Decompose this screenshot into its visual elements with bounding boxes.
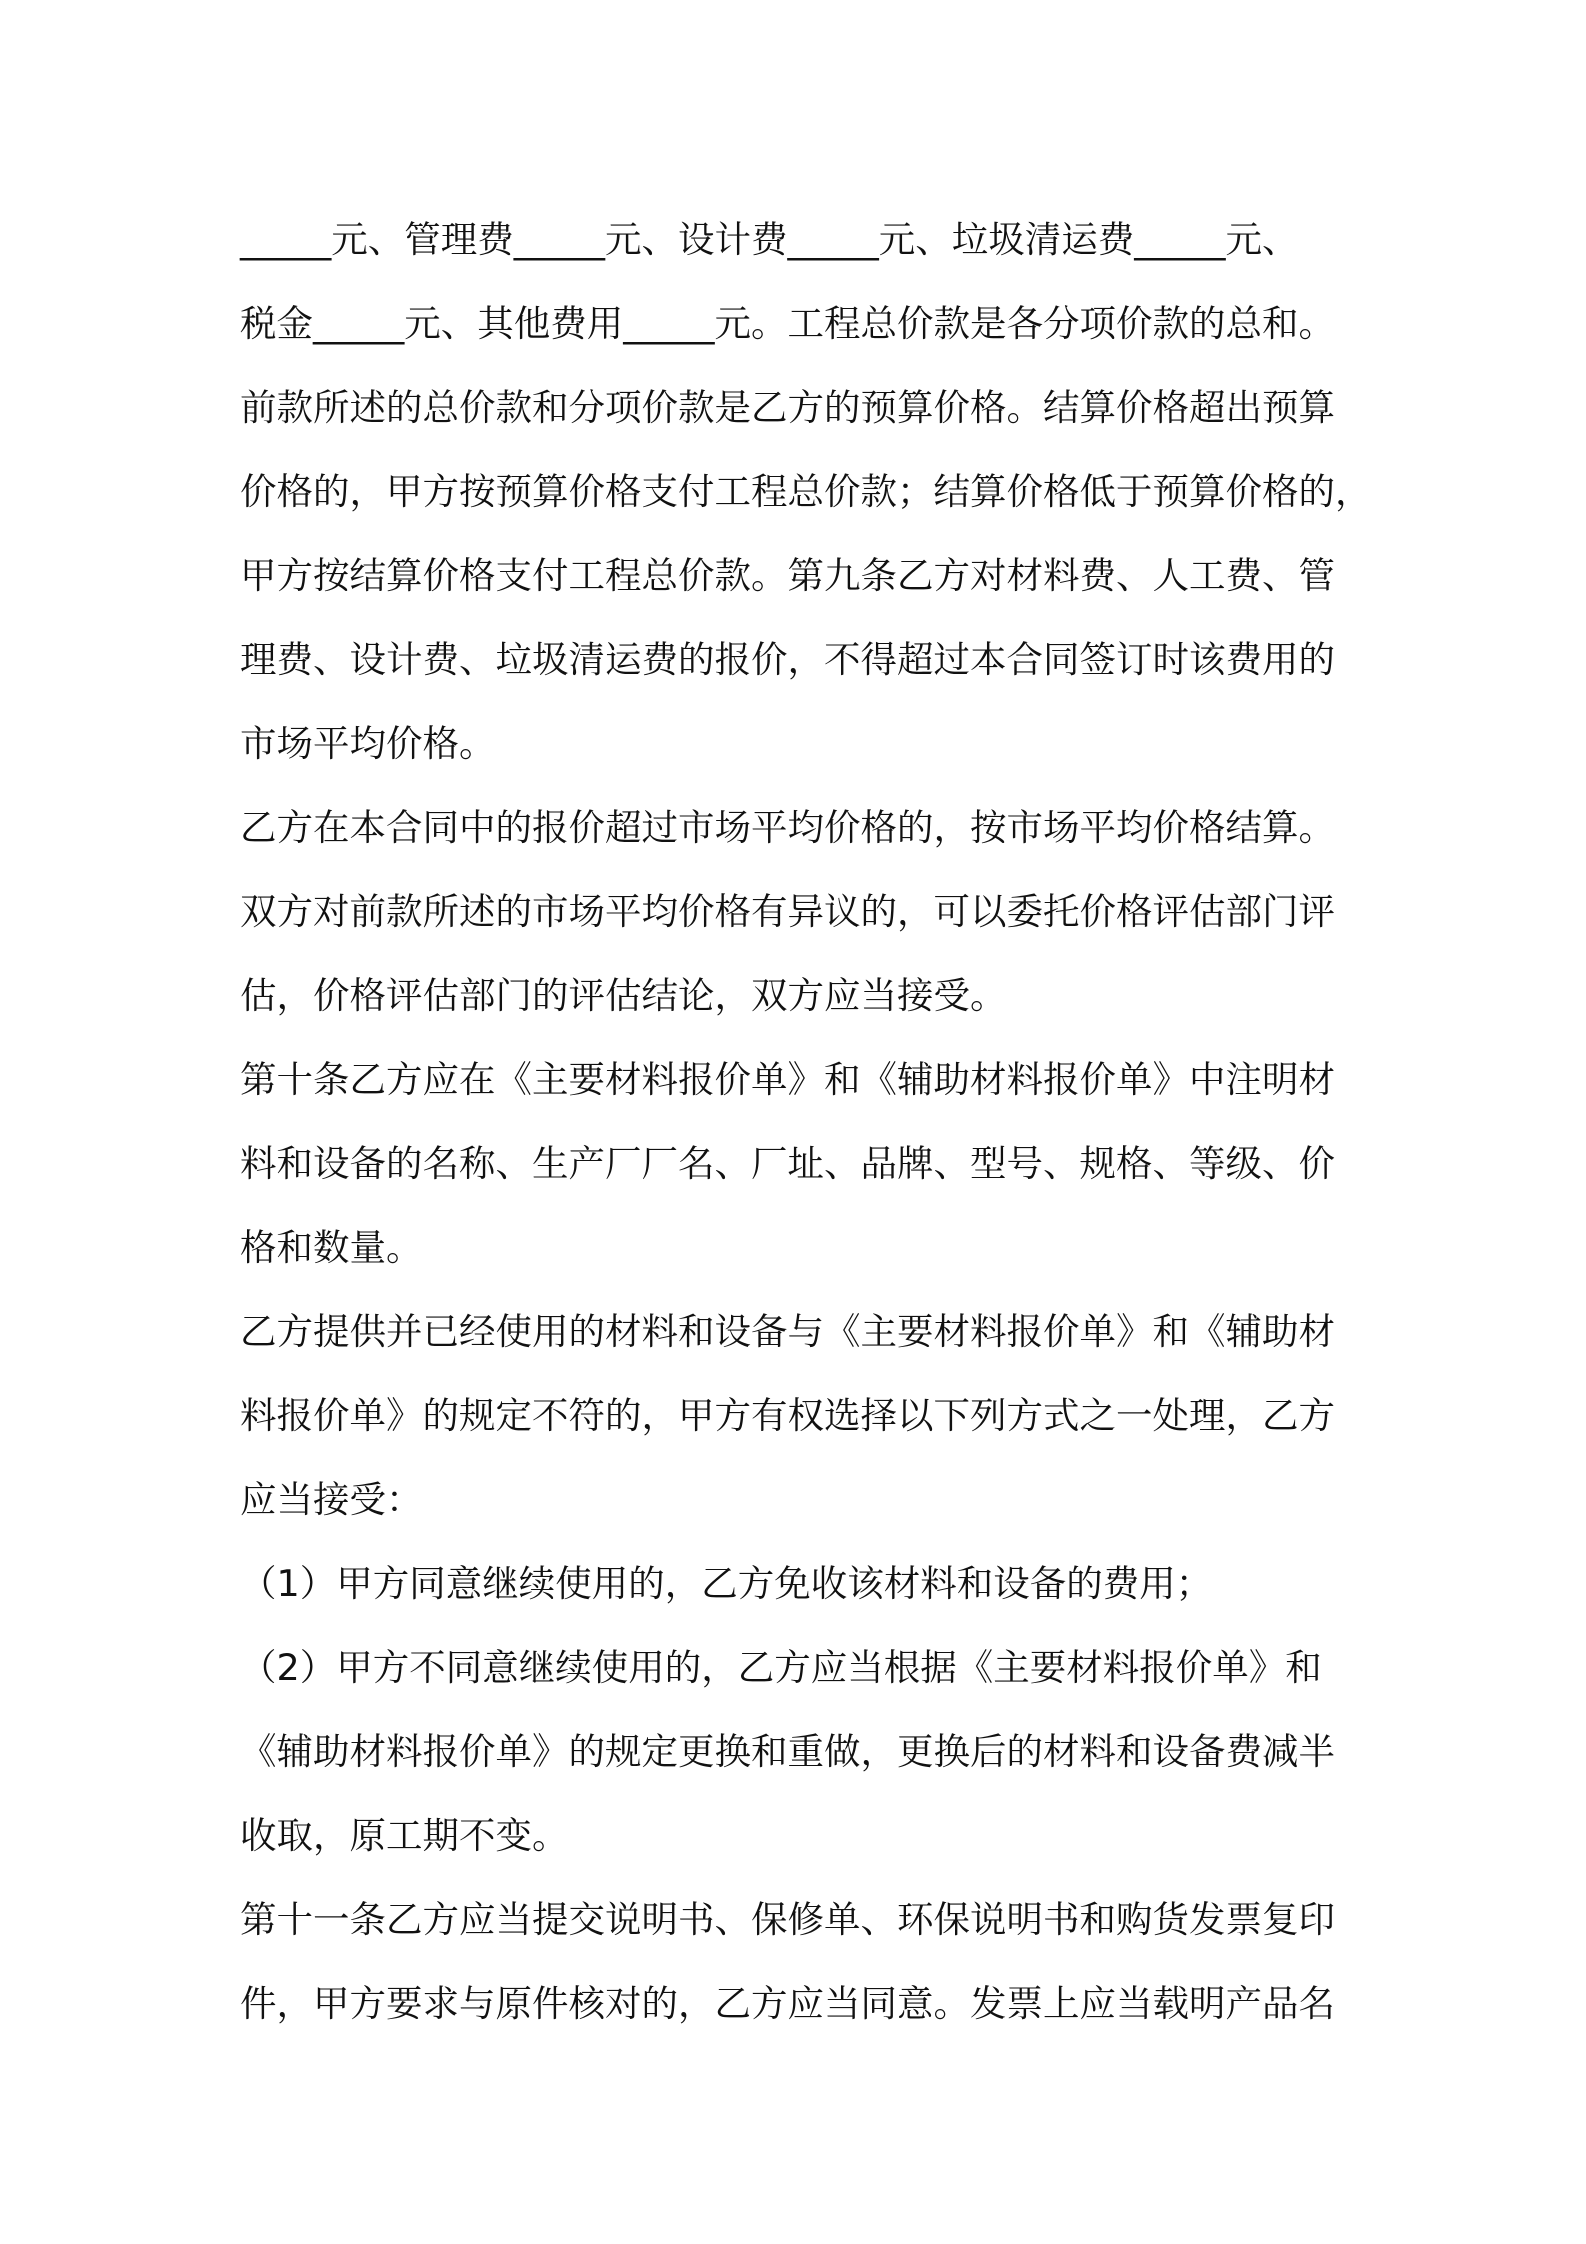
text-line: 乙方提供并已经使用的材料和设备与《主要材料报价单》和《辅助材 [240, 1310, 1335, 1353]
text-line: 收取，原工期不变。 [240, 1814, 569, 1857]
text-line: _____元、管理费_____元、设计费_____元、垃圾清运费_____元、 [240, 218, 1299, 261]
text-line: 料报价单》的规定不符的，甲方有权选择以下列方式之一处理，乙方 [240, 1394, 1335, 1437]
text-line: （2）甲方不同意继续使用的，乙方应当根据《主要材料报价单》和 [240, 1646, 1322, 1689]
text-line: 甲方按结算价格支付工程总价款。第九条乙方对材料费、人工费、管 [240, 554, 1335, 597]
text-line: 双方对前款所述的市场平均价格有异议的，可以委托价格评估部门评 [240, 890, 1335, 933]
text-line: 格和数量。 [240, 1226, 423, 1269]
text-line: 税金_____元、其他费用_____元。工程总价款是各分项价款的总和。 [240, 302, 1335, 345]
text-line: 市场平均价格。 [240, 722, 496, 765]
document-body [240, 198, 1372, 2046]
text-line: 价格的，甲方按预算价格支付工程总价款；结算价格低于预算价格的， [240, 470, 1372, 513]
text-line: 第十一条乙方应当提交说明书、保修单、环保说明书和购货发票复印 [240, 1898, 1335, 1941]
text-line: （1）甲方同意继续使用的，乙方免收该材料和设备的费用； [240, 1562, 1213, 1605]
text-line: 第十条乙方应在《主要材料报价单》和《辅助材料报价单》中注明材 [240, 1058, 1335, 1101]
text-line: 理费、设计费、垃圾清运费的报价，不得超过本合同签订时该费用的 [240, 638, 1335, 681]
text-line: 前款所述的总价款和分项价款是乙方的预算价格。结算价格超出预算 [240, 386, 1335, 429]
text-line: 估，价格评估部门的评估结论，双方应当接受。 [240, 974, 1007, 1017]
text-line: 料和设备的名称、生产厂厂名、厂址、品牌、型号、规格、等级、价 [240, 1142, 1335, 1185]
text-line: 《辅助材料报价单》的规定更换和重做，更换后的材料和设备费减半 [240, 1730, 1335, 1773]
text-line: 乙方在本合同中的报价超过市场平均价格的，按市场平均价格结算。 [240, 806, 1335, 849]
text-line: 应当接受： [240, 1478, 423, 1521]
text-line: 件，甲方要求与原件核对的，乙方应当同意。发票上应当载明产品名 [240, 1982, 1335, 2025]
